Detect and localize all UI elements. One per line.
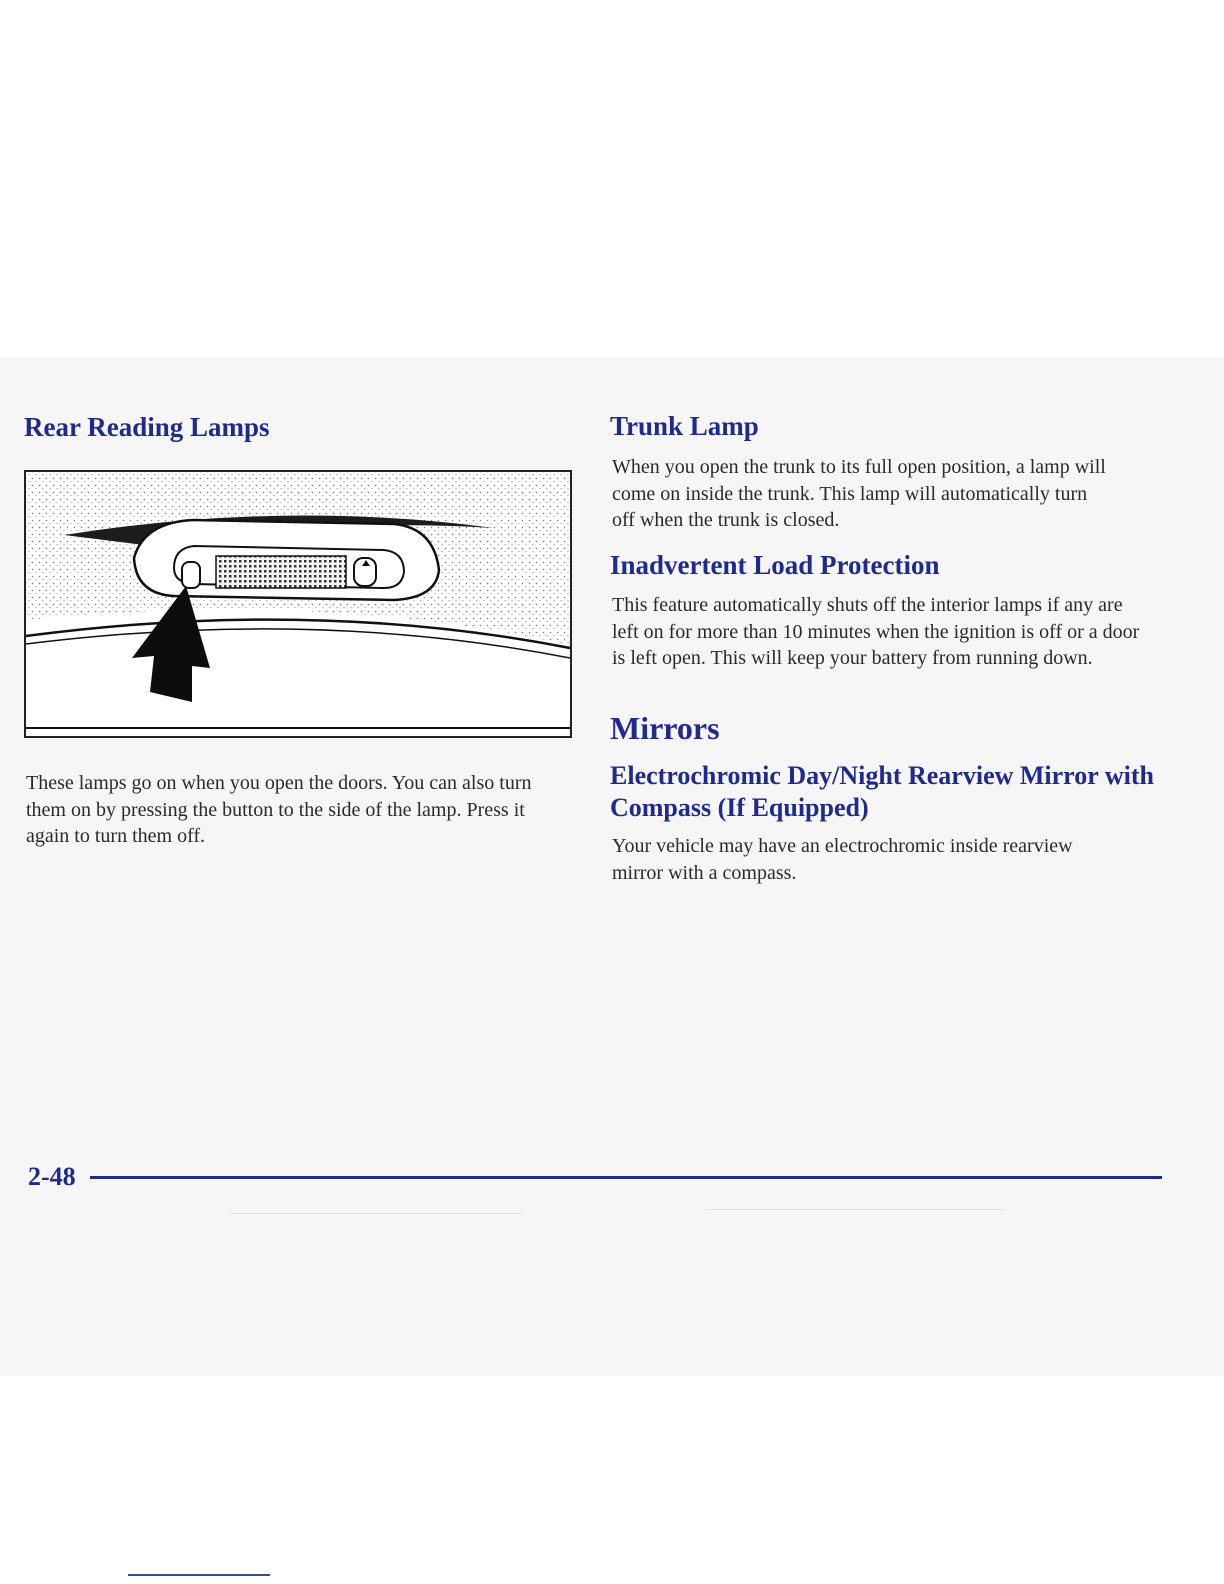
mirrors-heading: Mirrors — [610, 710, 720, 746]
footer-rule — [90, 1176, 1162, 1179]
electrochromic-mirror-heading: Electrochromic Day/Night Rearview Mirror with Compass (If Equipped) — [610, 761, 1154, 822]
trunk-lamp-body: When you open the trunk to its full open position, a lamp will come on inside the trunk. This lamp will automatically turn off when the trunk is closed. — [612, 456, 1106, 531]
trunk-lamp-heading: Trunk Lamp — [610, 411, 759, 441]
lamp-button-left — [182, 562, 200, 588]
bottom-edge-mark — [128, 1574, 270, 1576]
lamp-lens — [216, 556, 346, 588]
page-number: 2-48 — [28, 1162, 76, 1191]
rear-reading-lamps-heading: Rear Reading Lamps — [24, 412, 270, 442]
rear-reading-lamp-illustration — [24, 470, 572, 738]
scan-artifact-line — [705, 1209, 1005, 1210]
rear-reading-lamps-body: These lamps go on when you open the doors. You can also turn them on by pressing the button to the side of the lamp. Press it again to turn them off. — [26, 772, 532, 847]
scan-artifact-line — [230, 1213, 522, 1214]
inadvertent-load-protection-heading: Inadvertent Load Protection — [610, 550, 940, 580]
lamp-diagram-svg — [24, 470, 572, 738]
electrochromic-mirror-body: Your vehicle may have an electrochromic inside rearview mirror with a compass. — [612, 835, 1073, 884]
inadvertent-load-protection-body: This feature automatically shuts off the interior lamps if any are left on for more than 10 minutes when the ignition is off or a door is left open. This will keep your battery from running down. — [612, 594, 1140, 669]
